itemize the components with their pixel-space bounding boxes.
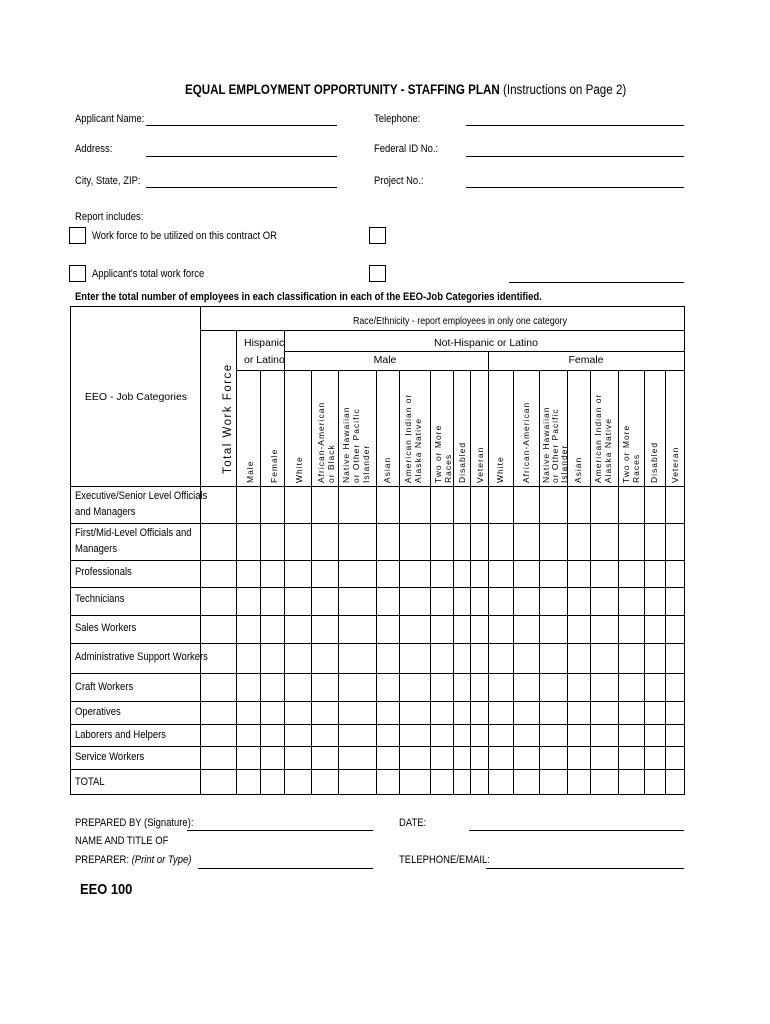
total-work-force-header: Total Work Force (222, 363, 234, 474)
col-hispanic-male: Male (245, 460, 255, 483)
col-female-american-indian-1: American Indian or (593, 393, 603, 483)
telephone-email-label: TELEPHONE/EMAIL: (399, 854, 490, 866)
col-male-native-hawaiian-1: Native Hawaiian (341, 406, 351, 483)
date-label: DATE: (399, 817, 427, 829)
preparer-label: PREPARER: (75, 854, 129, 866)
col-male-two-or-more-2: Races (443, 453, 453, 483)
col-male-two-or-more-1: Two or More (433, 424, 443, 483)
row-technicians: Technicians (75, 593, 125, 605)
preparer-label-wrap (75, 854, 191, 866)
col-female-veteran: Veteran (670, 446, 680, 483)
row-first-mid-line2: Managers (75, 543, 118, 555)
row-total: TOTAL (75, 776, 105, 788)
col-female-native-hawaiian-2: or Other Pacific (550, 408, 560, 483)
total-workforce-label: Applicant's total work force (92, 268, 205, 280)
row-craft-workers: Craft Workers (75, 681, 134, 693)
col-female-two-or-more-1: Two or More (621, 424, 631, 483)
telephone-label: Telephone: (374, 113, 421, 125)
col-male-disabled: Disabled (457, 441, 467, 483)
form-code: EEO 100 (80, 881, 133, 898)
report-includes-label: Report includes: (75, 211, 144, 223)
applicant-name-label: Applicant Name: (75, 113, 145, 125)
row-executive-line1: Executive/Senior Level Officials (75, 490, 208, 502)
col-hispanic-female: Female (269, 448, 279, 483)
col-female-disabled: Disabled (649, 441, 659, 483)
col-female-native-hawaiian-1: Native Hawaiian (541, 406, 551, 483)
address-label: Address: (75, 143, 113, 155)
col-female-american-indian-2: Alaska Native (603, 418, 613, 483)
name-title-field[interactable] (198, 868, 373, 869)
row-professionals: Professionals (75, 566, 132, 578)
name-title-label: NAME AND TITLE OF (75, 835, 169, 847)
col-male-african-american-1: African-American (316, 401, 326, 483)
print-or-type-note: (Print or Type) (131, 854, 192, 866)
row-service-workers: Service Workers (75, 751, 145, 763)
job-categories-header: EEO - Job Categories (84, 391, 188, 403)
col-male-veteran: Veteran (475, 446, 485, 483)
row-operatives: Operatives (75, 706, 121, 718)
row-administrative-support: Administrative Support Workers (75, 651, 208, 663)
col-male-american-indian-1: American Indian or (403, 393, 413, 483)
contract-workforce-label: Work force to be utilized on this contract OR (92, 230, 277, 242)
row-executive-line2: and Managers (75, 506, 136, 518)
row-first-mid-line1: First/Mid-Level Officials and (75, 527, 192, 539)
telephone-email-field[interactable] (486, 868, 684, 869)
hispanic-label: Hispanic (244, 337, 285, 349)
col-male-asian: Asian (382, 456, 392, 483)
col-male-african-american-2: or Black (326, 444, 336, 483)
latino-label: or Latino (244, 354, 285, 366)
col-female-african-american: African-American (521, 401, 531, 483)
project-no-label: Project No.: (374, 175, 424, 187)
federal-id-label: Federal ID No.: (374, 143, 439, 155)
city-state-zip-label: City, State, ZIP: (75, 175, 141, 187)
date-field[interactable] (469, 830, 684, 831)
female-header: Female (568, 354, 604, 366)
row-sales-workers: Sales Workers (75, 622, 137, 634)
col-male-white: White (294, 456, 304, 483)
col-male-american-indian-2: Alaska Native (413, 418, 423, 483)
col-female-native-hawaiian-3: Islander (559, 444, 569, 483)
row-laborers-helpers: Laborers and Helpers (75, 729, 166, 741)
title-text: EQUAL EMPLOYMENT OPPORTUNITY - STAFFING PLAN (185, 82, 500, 97)
table-border (71, 307, 685, 795)
col-female-two-or-more-2: Races (631, 453, 641, 483)
col-male-native-hawaiian-2: or Other Pacific (351, 408, 361, 483)
male-header: Male (373, 354, 397, 366)
table-instruction: Enter the total number of employees in each classification in each of the EEO-Job Categories identified. (75, 291, 542, 303)
col-female-asian: Asian (573, 456, 583, 483)
race-ethnicity-header: Race/Ethnicity - report employees in only one category (353, 315, 568, 327)
instructions-note: (Instructions on Page 2) (503, 82, 627, 97)
prepared-by-label: PREPARED BY (Signature): (75, 817, 194, 829)
col-male-native-hawaiian-3: Islander (361, 444, 371, 483)
not-hispanic-label: Not-Hispanic or Latino (434, 337, 538, 349)
col-female-white: White (495, 456, 505, 483)
signature-field[interactable] (187, 830, 373, 831)
